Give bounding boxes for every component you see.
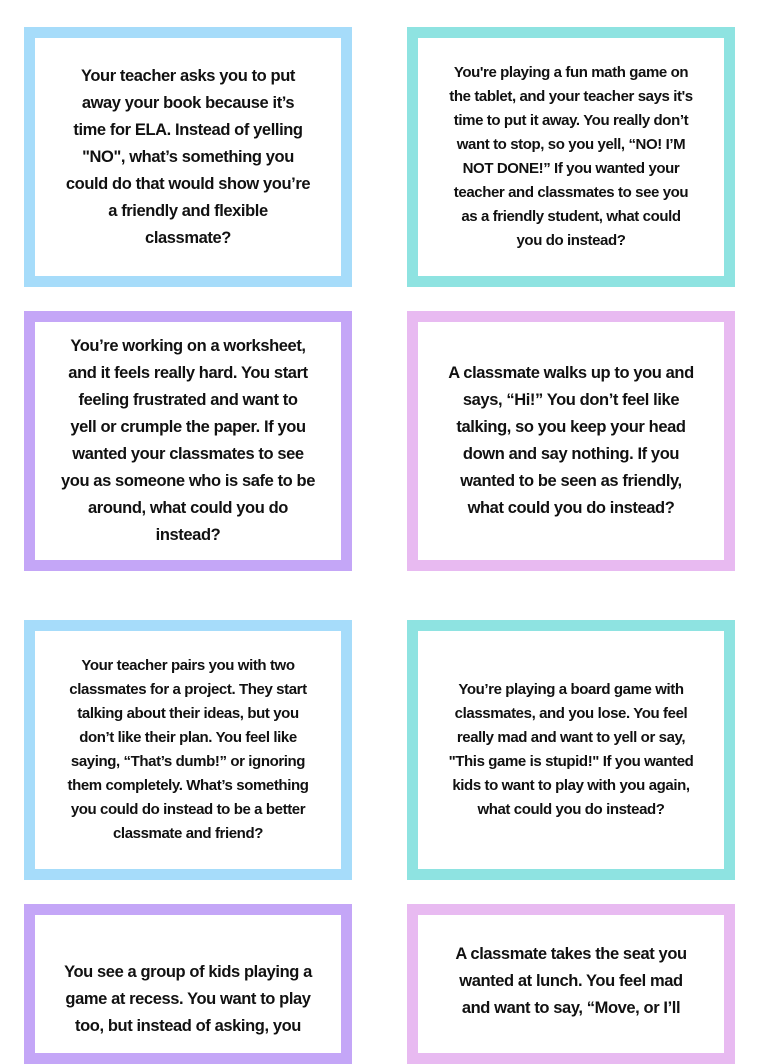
scenario-card-text: You’re playing a board game with classmates, and you lose. You feel really mad and want to yell or say, "This game is stupid!" If you wanted kids to want to play with you again, what could you do instead? [448, 681, 694, 818]
scenario-card-text: You’re working on a worksheet, and it feels really hard. You start feeling frustrated and want to yell or crumple the paper. If you wanted your classmates to see you as someone who is safe to be around, what could you do instead? [60, 337, 316, 544]
scenario-card-text: A classmate walks up to you and says, “Hi!” You don’t feel like talking, so you keep your head down and say nothing. If you wanted to be seen as friendly, what could you do instead? [448, 364, 694, 517]
scenario-card-text: You see a group of kids playing a game at recess. You want to play too, but instead of asking, you [64, 963, 312, 1035]
scenario-card-text: You're playing a fun math game on the tablet, and your teacher says it's time to put it away. You really don’t want to stop, so you yell, “NO! I’M NOT DONE!” If you wanted your teacher and classmates to see you as a friendly student, what could you do instead? [449, 64, 693, 249]
scenario-card-4 [407, 311, 735, 571]
scenario-card-5 [24, 620, 352, 880]
scenario-card-text: Your teacher pairs you with two classmates for a project. They start talking about their ideas, but you don’t like their plan. You feel like saying, “That’s dumb!” or ignoring them completely. What’s something you could do instead to be a better classmate and friend? [67, 657, 309, 842]
scenario-card-2 [407, 27, 735, 287]
scenario-card-7 [24, 904, 352, 1064]
scenario-card-1 [24, 27, 352, 287]
scenario-card-text: A classmate takes the seat you wanted at lunch. You feel mad and want to say, “Move, or I’ll [455, 945, 687, 1017]
scenario-card-3 [24, 311, 352, 571]
scenario-card-8 [407, 904, 735, 1064]
scenario-card-6 [407, 620, 735, 880]
scenario-card-text: Your teacher asks you to put away your book because it’s time for ELA. Instead of yelling "NO", what’s something you could do that would show you’re a friendly and flexible classmate? [65, 66, 311, 247]
